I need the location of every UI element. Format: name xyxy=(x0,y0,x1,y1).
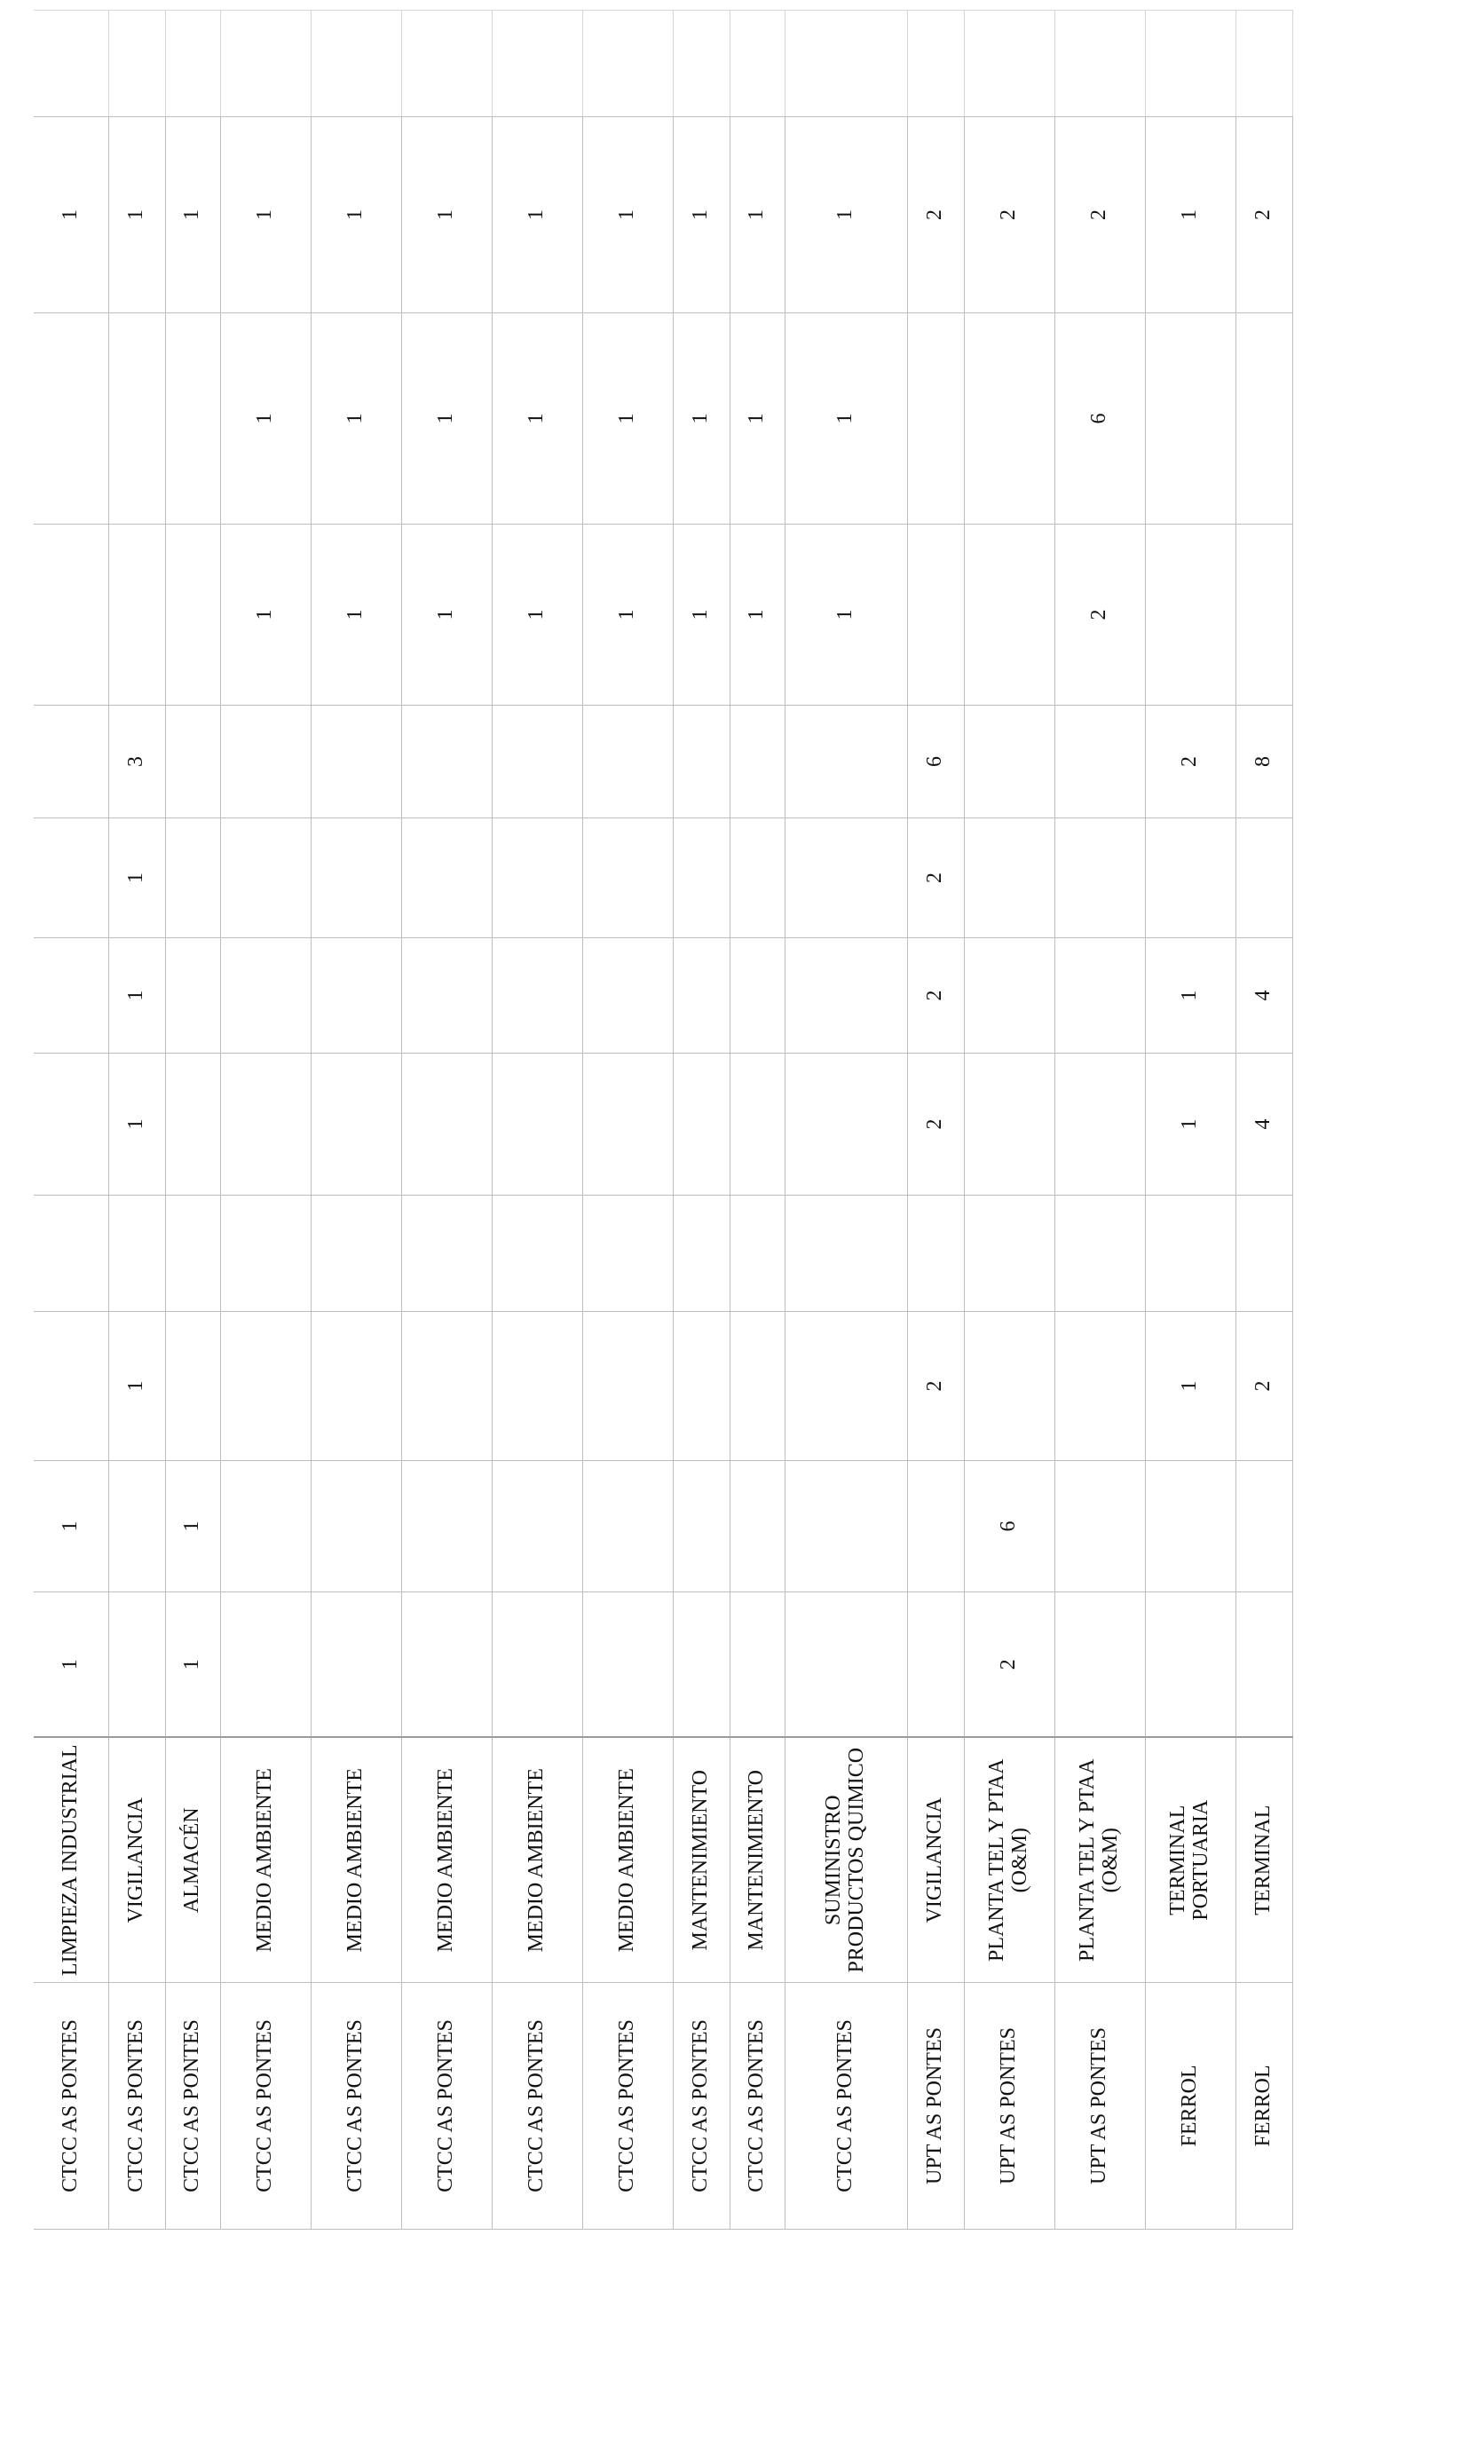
blank-cell xyxy=(907,11,964,117)
value-cell: 1 xyxy=(401,313,492,525)
value-cell: 1 xyxy=(108,1054,165,1196)
value-cell xyxy=(165,313,220,525)
blank-cell xyxy=(1145,11,1235,117)
value-cell xyxy=(34,1196,108,1312)
value-cell xyxy=(220,706,311,818)
location-cell: UPT AS PONTES xyxy=(1054,1983,1145,2230)
value-cell xyxy=(673,818,730,938)
value-cell xyxy=(1235,525,1292,706)
value-cell: 1 xyxy=(492,117,582,313)
table-row xyxy=(730,11,785,2230)
value-cell xyxy=(220,1461,311,1592)
department-cell: ALMACÉN xyxy=(165,1738,220,1983)
value-cell xyxy=(311,706,401,818)
value-cell xyxy=(1054,1312,1145,1461)
value-cell xyxy=(785,1592,907,1738)
location-cell: FERROL xyxy=(1145,1983,1235,2230)
value-cell xyxy=(673,1312,730,1461)
location-cell: CTCC AS PONTES xyxy=(401,1983,492,2230)
value-cell: 1 xyxy=(220,313,311,525)
value-cell: 4 xyxy=(1235,938,1292,1054)
value-cell: 1 xyxy=(34,117,108,313)
table-row xyxy=(165,11,220,2230)
value-cell xyxy=(673,938,730,1054)
value-cell xyxy=(34,1054,108,1196)
value-cell: 4 xyxy=(1235,1054,1292,1196)
value-cell: 1 xyxy=(220,525,311,706)
value-cell: 1 xyxy=(1145,938,1235,1054)
blank-cell xyxy=(34,11,108,117)
value-cell xyxy=(108,525,165,706)
value-cell xyxy=(311,818,401,938)
blank-cell xyxy=(582,11,673,117)
table-row xyxy=(964,11,1054,2230)
value-cell xyxy=(108,313,165,525)
table-row xyxy=(34,11,108,2230)
table-row xyxy=(220,11,311,2230)
value-cell xyxy=(492,1054,582,1196)
value-cell xyxy=(582,938,673,1054)
value-cell xyxy=(165,938,220,1054)
value-cell: 6 xyxy=(1054,313,1145,525)
value-cell xyxy=(165,1196,220,1312)
value-cell xyxy=(673,706,730,818)
value-cell xyxy=(108,1196,165,1312)
value-cell xyxy=(907,313,964,525)
value-cell xyxy=(311,1461,401,1592)
value-cell xyxy=(1235,1196,1292,1312)
value-cell xyxy=(492,1592,582,1738)
value-cell xyxy=(108,1592,165,1738)
value-cell xyxy=(1054,938,1145,1054)
value-cell xyxy=(964,1054,1054,1196)
value-cell: 1 xyxy=(165,1592,220,1738)
value-cell: 1 xyxy=(108,117,165,313)
location-cell: UPT AS PONTES xyxy=(907,1983,964,2230)
value-cell xyxy=(1145,525,1235,706)
table-row xyxy=(1145,11,1235,2230)
value-cell xyxy=(492,938,582,1054)
value-cell xyxy=(730,1592,785,1738)
value-cell: 1 xyxy=(582,117,673,313)
value-cell: 2 xyxy=(964,117,1054,313)
department-cell: MEDIO AMBIENTE xyxy=(492,1738,582,1983)
value-cell: 1 xyxy=(401,117,492,313)
value-cell xyxy=(673,1592,730,1738)
blank-cell xyxy=(964,11,1054,117)
blank-cell xyxy=(220,11,311,117)
value-cell: 1 xyxy=(311,525,401,706)
value-cell xyxy=(1054,818,1145,938)
value-cell: 2 xyxy=(907,117,964,313)
value-cell: 2 xyxy=(907,1312,964,1461)
value-cell: 1 xyxy=(730,117,785,313)
location-cell: CTCC AS PONTES xyxy=(730,1983,785,2230)
location-cell: CTCC AS PONTES xyxy=(673,1983,730,2230)
value-cell xyxy=(165,706,220,818)
value-cell xyxy=(34,313,108,525)
department-cell: TERMINAL xyxy=(1235,1738,1292,1983)
blank-cell xyxy=(730,11,785,117)
value-cell xyxy=(492,1196,582,1312)
value-cell xyxy=(220,938,311,1054)
location-cell: CTCC AS PONTES xyxy=(492,1983,582,2230)
value-cell xyxy=(730,818,785,938)
value-cell xyxy=(730,706,785,818)
value-cell xyxy=(907,1461,964,1592)
value-cell xyxy=(108,1461,165,1592)
department-cell: PLANTA TEL Y PTAA (O&M) xyxy=(964,1738,1054,1983)
value-cell xyxy=(401,1312,492,1461)
value-cell: 1 xyxy=(108,1312,165,1461)
value-cell xyxy=(1145,1592,1235,1738)
value-cell xyxy=(311,1312,401,1461)
value-cell xyxy=(730,1312,785,1461)
value-cell xyxy=(220,1592,311,1738)
value-cell xyxy=(401,938,492,1054)
value-cell xyxy=(964,706,1054,818)
value-cell xyxy=(785,818,907,938)
blank-cell xyxy=(165,11,220,117)
blank-cell xyxy=(1235,11,1292,117)
value-cell xyxy=(964,1196,1054,1312)
table-row xyxy=(311,11,401,2230)
value-cell xyxy=(165,1312,220,1461)
table-row xyxy=(401,11,492,2230)
value-cell xyxy=(785,938,907,1054)
value-cell: 1 xyxy=(165,117,220,313)
value-cell: 1 xyxy=(785,525,907,706)
value-cell: 2 xyxy=(1054,117,1145,313)
location-cell: CTCC AS PONTES xyxy=(582,1983,673,2230)
value-cell: 6 xyxy=(907,706,964,818)
table-row xyxy=(907,11,964,2230)
value-cell xyxy=(730,938,785,1054)
value-cell xyxy=(492,818,582,938)
value-cell xyxy=(582,706,673,818)
value-cell: 8 xyxy=(1235,706,1292,818)
value-cell: 1 xyxy=(582,525,673,706)
department-cell: PLANTA TEL Y PTAA (O&M) xyxy=(1054,1738,1145,1983)
value-cell xyxy=(964,1312,1054,1461)
value-cell xyxy=(220,1196,311,1312)
value-cell xyxy=(964,313,1054,525)
value-cell: 1 xyxy=(673,525,730,706)
value-cell: 1 xyxy=(730,525,785,706)
value-cell: 1 xyxy=(165,1461,220,1592)
blank-cell xyxy=(1054,11,1145,117)
value-cell: 1 xyxy=(785,117,907,313)
table-row xyxy=(673,11,730,2230)
blank-cell xyxy=(492,11,582,117)
value-cell: 1 xyxy=(1145,1312,1235,1461)
value-cell: 1 xyxy=(1145,117,1235,313)
department-cell: MEDIO AMBIENTE xyxy=(582,1738,673,1983)
value-cell xyxy=(1145,818,1235,938)
department-cell: MEDIO AMBIENTE xyxy=(220,1738,311,1983)
department-cell: MEDIO AMBIENTE xyxy=(401,1738,492,1983)
value-cell xyxy=(311,1054,401,1196)
value-cell xyxy=(311,938,401,1054)
value-cell xyxy=(582,1054,673,1196)
value-cell xyxy=(165,525,220,706)
value-cell xyxy=(401,1461,492,1592)
location-cell: CTCC AS PONTES xyxy=(165,1983,220,2230)
location-cell: FERROL xyxy=(1235,1983,1292,2230)
department-cell: MEDIO AMBIENTE xyxy=(311,1738,401,1983)
staffing-table xyxy=(34,10,1293,2230)
value-cell xyxy=(673,1196,730,1312)
department-cell: MANTENIMIENTO xyxy=(673,1738,730,1983)
value-cell: 1 xyxy=(492,313,582,525)
value-cell xyxy=(785,1312,907,1461)
value-cell xyxy=(907,1196,964,1312)
value-cell xyxy=(34,1312,108,1461)
blank-cell xyxy=(785,11,907,117)
value-cell xyxy=(401,1196,492,1312)
value-cell xyxy=(582,1312,673,1461)
value-cell xyxy=(582,1196,673,1312)
value-cell: 2 xyxy=(1145,706,1235,818)
value-cell xyxy=(785,1054,907,1196)
table-row xyxy=(1054,11,1145,2230)
value-cell xyxy=(401,818,492,938)
value-cell: 2 xyxy=(1235,117,1292,313)
location-cell: CTCC AS PONTES xyxy=(220,1983,311,2230)
value-cell: 1 xyxy=(673,117,730,313)
value-cell: 1 xyxy=(401,525,492,706)
value-cell: 1 xyxy=(730,313,785,525)
value-cell xyxy=(964,525,1054,706)
value-cell: 1 xyxy=(785,313,907,525)
value-cell: 2 xyxy=(1054,525,1145,706)
value-cell xyxy=(1235,818,1292,938)
value-cell xyxy=(492,1461,582,1592)
blank-cell xyxy=(673,11,730,117)
blank-cell xyxy=(401,11,492,117)
value-cell xyxy=(785,1461,907,1592)
value-cell: 1 xyxy=(673,313,730,525)
value-cell xyxy=(964,818,1054,938)
value-cell xyxy=(582,1461,673,1592)
value-cell xyxy=(1235,1461,1292,1592)
value-cell: 1 xyxy=(492,525,582,706)
value-cell: 6 xyxy=(964,1461,1054,1592)
location-cell: CTCC AS PONTES xyxy=(311,1983,401,2230)
value-cell xyxy=(220,818,311,938)
table-body xyxy=(34,11,1292,2230)
location-cell: CTCC AS PONTES xyxy=(785,1983,907,2230)
value-cell xyxy=(907,525,964,706)
value-cell: 2 xyxy=(1235,1312,1292,1461)
value-cell xyxy=(165,1054,220,1196)
value-cell: 2 xyxy=(907,938,964,1054)
value-cell xyxy=(1054,1196,1145,1312)
value-cell xyxy=(582,1592,673,1738)
value-cell xyxy=(220,1054,311,1196)
value-cell: 1 xyxy=(311,313,401,525)
value-cell xyxy=(1145,1461,1235,1592)
department-cell: VIGILANCIA xyxy=(108,1738,165,1983)
value-cell: 1 xyxy=(108,938,165,1054)
value-cell xyxy=(401,706,492,818)
value-cell: 1 xyxy=(582,313,673,525)
value-cell xyxy=(730,1054,785,1196)
value-cell xyxy=(907,1592,964,1738)
value-cell xyxy=(492,706,582,818)
value-cell xyxy=(673,1461,730,1592)
value-cell: 1 xyxy=(220,117,311,313)
value-cell xyxy=(1145,313,1235,525)
value-cell xyxy=(34,818,108,938)
value-cell: 1 xyxy=(34,1592,108,1738)
value-cell xyxy=(730,1461,785,1592)
location-cell: UPT AS PONTES xyxy=(964,1983,1054,2230)
department-cell: LIMPIEZA INDUSTRIAL xyxy=(34,1738,108,1983)
value-cell xyxy=(1054,1054,1145,1196)
value-cell xyxy=(582,818,673,938)
value-cell xyxy=(1235,1592,1292,1738)
value-cell xyxy=(730,1196,785,1312)
value-cell: 2 xyxy=(907,1054,964,1196)
blank-cell xyxy=(311,11,401,117)
table-row xyxy=(582,11,673,2230)
value-cell xyxy=(34,525,108,706)
department-cell: MANTENIMIENTO xyxy=(730,1738,785,1983)
value-cell: 1 xyxy=(311,117,401,313)
value-cell xyxy=(34,706,108,818)
department-cell: SUMINISTRO PRODUCTOS QUIMICO xyxy=(785,1738,907,1983)
value-cell: 3 xyxy=(108,706,165,818)
value-cell xyxy=(1054,706,1145,818)
value-cell xyxy=(964,938,1054,1054)
value-cell xyxy=(673,1054,730,1196)
table-row xyxy=(785,11,907,2230)
value-cell xyxy=(311,1592,401,1738)
value-cell xyxy=(401,1054,492,1196)
value-cell xyxy=(1054,1461,1145,1592)
location-cell: CTCC AS PONTES xyxy=(34,1983,108,2230)
value-cell: 1 xyxy=(34,1461,108,1592)
table-row xyxy=(108,11,165,2230)
value-cell: 1 xyxy=(108,818,165,938)
department-cell: VIGILANCIA xyxy=(907,1738,964,1983)
value-cell xyxy=(1235,313,1292,525)
value-cell xyxy=(165,818,220,938)
value-cell: 2 xyxy=(964,1592,1054,1738)
value-cell xyxy=(311,1196,401,1312)
value-cell xyxy=(1054,1592,1145,1738)
value-cell xyxy=(1145,1196,1235,1312)
value-cell xyxy=(785,1196,907,1312)
department-cell: TERMINAL PORTUARIA xyxy=(1145,1738,1235,1983)
value-cell xyxy=(34,938,108,1054)
value-cell xyxy=(785,706,907,818)
value-cell: 1 xyxy=(1145,1054,1235,1196)
blank-cell xyxy=(108,11,165,117)
value-cell xyxy=(492,1312,582,1461)
value-cell xyxy=(220,1312,311,1461)
location-cell: CTCC AS PONTES xyxy=(108,1983,165,2230)
table-row xyxy=(1235,11,1292,2230)
value-cell xyxy=(401,1592,492,1738)
table-row xyxy=(492,11,582,2230)
value-cell: 2 xyxy=(907,818,964,938)
